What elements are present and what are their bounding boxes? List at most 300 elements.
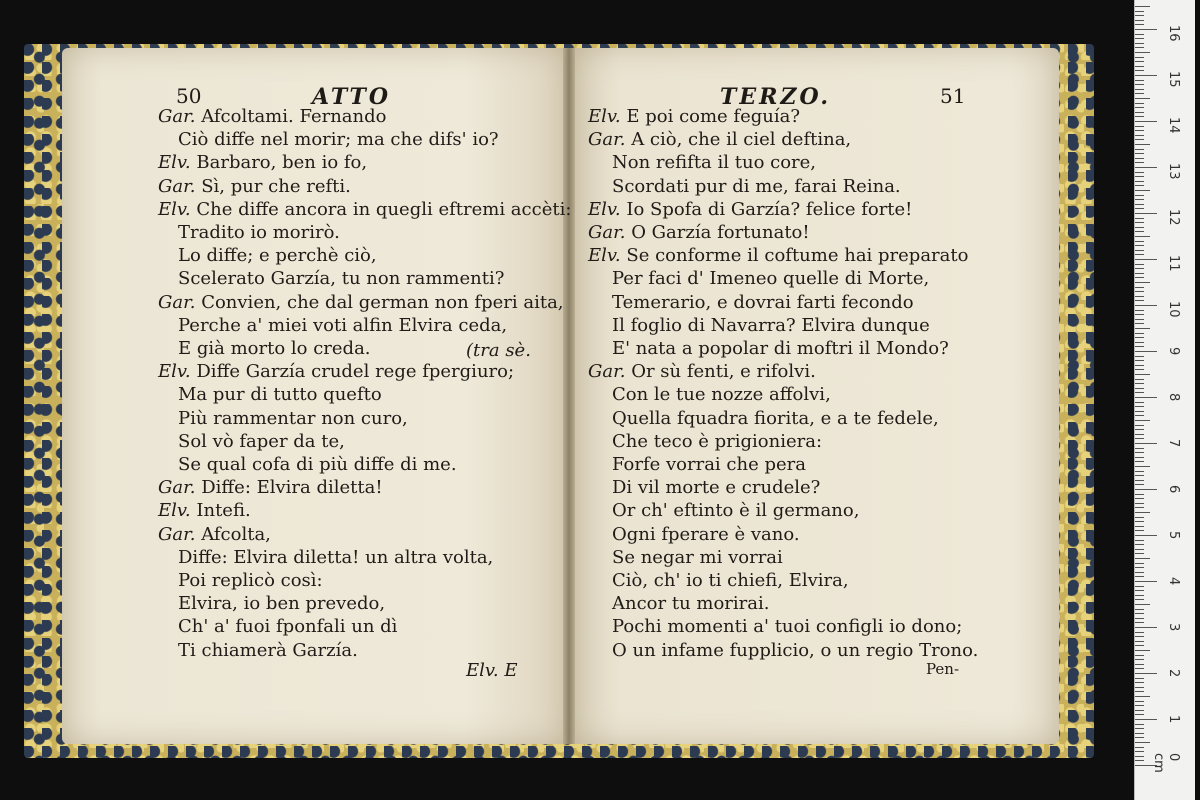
verse-text: A ciò, che il ciel deftina, [631,129,852,151]
verse-line [178,245,377,266]
ruler-number: 3 [1166,623,1181,632]
ruler-tick [1135,181,1144,182]
verse-line [588,361,816,382]
verse-line [612,524,800,545]
verse-text: E poi come feguía? [626,106,801,127]
verse-line [612,547,783,568]
ruler-tick [1135,323,1144,324]
verse-line [158,292,564,313]
verse-text: Ciò, ch' io ti chiefi, Elvira, [612,570,849,591]
ruler-tick [1135,268,1144,269]
ruler-tick [1135,480,1144,481]
ruler-number: 11 [1166,255,1181,272]
ruler-tick [1135,222,1144,223]
ruler-tick [1135,687,1144,688]
verse-line [612,268,929,289]
ruler-number: 13 [1166,163,1181,180]
ruler-tick [1135,190,1150,191]
ruler-tick [1135,466,1150,467]
ruler-tick [1135,535,1157,536]
ruler-tick [1135,43,1144,44]
ruler-tick [1135,498,1144,499]
ruler-tick [1135,250,1144,251]
ruler-tick [1135,61,1144,62]
verse-line [178,268,504,289]
ruler-tick [1135,415,1144,416]
speaker-name: Gar. [158,523,202,545]
ruler-tick [1135,682,1144,683]
ruler-tick [1135,701,1144,702]
speaker-name: Gar. [588,129,632,151]
verse-line [158,361,514,382]
ruler-tick [1135,103,1144,104]
ruler-tick [1135,139,1144,140]
verse-text: Tradito io morirò. [178,222,340,243]
ruler-tick [1135,300,1144,301]
verse-text: Forfe vorrai che pera [612,454,806,475]
ruler-tick [1135,121,1157,122]
verse-line [178,431,345,452]
verse-line [178,408,408,429]
verse-line [158,500,251,521]
ruler-tick [1135,374,1150,375]
ruler-tick [1135,540,1144,541]
ruler-tick [1135,185,1144,186]
verse-text: Quella fquadra fiorita, e a te fedele, [612,407,939,429]
ruler-tick [1135,751,1144,752]
verse-text: Ti chiamerà Garzía. [178,639,358,661]
ruler-tick [1135,273,1144,274]
ruler-tick [1135,66,1144,67]
ruler-tick [1135,277,1144,278]
ruler-tick [1135,655,1144,656]
ruler-tick [1135,144,1150,145]
verse-text: Diffe: Elvira diletta! [201,477,383,499]
ruler-tick [1135,227,1144,228]
ruler-tick [1135,287,1144,288]
book-gutter [563,48,575,744]
ruler-tick [1135,632,1144,633]
verse-text: Afcolta, [201,523,271,545]
ruler-tick [1135,89,1144,90]
verse-line [178,547,493,568]
ruler-tick [1135,346,1144,347]
verse-text: Barbaro, ben io fo, [196,152,368,174]
ruler-tick [1135,254,1144,255]
ruler-tick [1135,586,1144,587]
verse-text: Sol vò faper da te, [178,430,345,452]
ruler-tick [1135,448,1144,449]
ruler-tick [1135,158,1144,159]
ruler-tick [1135,245,1144,246]
ruler-tick [1135,544,1144,545]
stage-direction: (tra sè. [466,340,531,361]
verse-line [178,338,371,359]
ruler-tick [1135,411,1144,412]
ruler-tick [1135,429,1144,430]
verse-text: Ancor tu morirai. [612,593,770,615]
ruler-tick [1135,305,1157,306]
ruler-tick [1135,572,1144,573]
ruler-tick [1135,728,1144,729]
ruler-tick [1135,70,1144,71]
verse-line [588,106,800,127]
measurement-ruler [1134,0,1195,800]
ruler-tick [1135,282,1150,283]
ruler-tick [1135,310,1144,311]
ruler-tick [1135,760,1144,761]
ruler-tick [1135,590,1144,591]
speaker-name: Elv. [588,106,627,127]
verse-line [588,129,851,150]
ruler-tick [1135,314,1144,315]
verse-text: Afcoltami. Fernando [201,106,387,127]
ruler-tick [1135,645,1144,646]
verse-line [178,616,397,637]
ruler-tick [1135,484,1144,485]
verse-text: Lo diffe; e perchè ciò, [178,245,377,267]
ruler-tick [1135,383,1144,384]
ruler-tick [1135,93,1144,94]
ruler-tick [1135,475,1144,476]
verse-text: Se qual cofa di più diffe di me. [178,454,457,475]
ruler-tick [1135,710,1144,711]
verse-text: Or ch' eftinto è il germano, [612,500,860,522]
speaker-name: Elv. [158,361,197,383]
verse-text: Perche a' miei voti alfin Elvira ceda, [178,314,508,336]
ruler-tick [1135,641,1144,642]
verse-text: Scelerato Garzía, tu non rammenti? [178,268,505,290]
ruler-tick [1135,724,1144,725]
verse-line [178,384,382,405]
ruler-tick [1135,659,1144,660]
ruler-tick [1135,567,1144,568]
ruler-tick [1135,291,1144,292]
verse-text: Io Spofa di Garzía? felice forte! [626,198,913,220]
verse-text: Poi replicò così: [178,570,323,591]
verse-line [612,315,930,336]
ruler-number: 6 [1166,485,1181,494]
verse-text: Temerario, e dovrai farti fecondo [612,291,914,313]
ruler-tick [1135,392,1144,393]
ruler-tick [1135,20,1144,21]
verse-line [178,315,507,336]
speaker-name: Elv. [588,198,627,220]
ruler-tick [1135,204,1144,205]
verse-line [178,222,340,243]
ruler-tick [1135,609,1144,610]
verse-text: E già morto lo creda. [178,338,371,359]
ruler-number: 15 [1166,71,1181,88]
ruler-tick [1135,553,1144,554]
verse-text: O un infame fupplicio, o un regio Trono. [612,639,979,661]
ruler-tick [1135,576,1144,577]
left-running-head: ATTO [312,84,391,110]
ruler-tick [1135,503,1144,504]
ruler-tick [1135,112,1144,113]
verse-line [612,408,939,429]
ruler-tick [1135,696,1150,697]
ruler-tick [1135,135,1144,136]
ruler-tick [1135,360,1144,361]
ruler-tick [1135,507,1144,508]
ruler-tick [1135,452,1144,453]
ruler-tick [1135,199,1144,200]
ruler-tick [1135,365,1144,366]
ruler-tick [1135,521,1144,522]
verse-text: Intefi. [196,500,251,522]
ruler-tick [1135,530,1144,531]
speaker-name: Gar. [588,361,632,383]
ruler-tick [1135,595,1144,596]
ruler-tick [1135,259,1157,260]
ruler-number: 1 [1166,715,1181,724]
verse-line [588,199,912,220]
ruler-tick [1135,494,1144,495]
ruler-tick [1135,379,1144,380]
ruler-number: 12 [1166,209,1181,226]
speaker-name: Gar. [588,222,632,243]
ruler-tick [1135,319,1144,320]
ruler-number: 8 [1166,393,1181,402]
verse-line [612,338,949,359]
ruler-number: 16 [1166,25,1181,42]
ruler-tick [1135,461,1144,462]
verse-text: Di vil morte e crudele? [612,477,821,499]
ruler-tick [1135,747,1144,748]
ruler-tick [1135,434,1144,435]
verse-text: Non refifta il tuo core, [612,152,817,174]
ruler-tick [1135,742,1150,743]
speaker-name: Elv. [158,152,197,174]
ruler-tick [1135,678,1144,679]
verse-line [158,176,351,197]
verse-text: Diffe Garzía crudel rege fpergiuro; [196,361,515,383]
ruler-number: 9 [1166,347,1181,356]
ruler-tick [1135,218,1144,219]
ruler-tick [1135,581,1157,582]
ruler-number: 7 [1166,439,1181,448]
ruler-tick [1135,47,1144,48]
verse-text: Ciò diffe nel morir; ma che difs' io? [178,129,499,151]
ruler-tick [1135,438,1144,439]
right-page-number: 51 [940,84,966,108]
ruler-tick [1135,563,1144,564]
verse-text: Che diffe ancora in quegli eftremi accèti: [196,198,572,220]
ruler-tick [1135,613,1144,614]
ruler-tick [1135,176,1144,177]
verse-text: Pochi momenti a' tuoi configli io dono; [612,616,963,638]
verse-text: Convien, che dal german non fperi aita, [201,291,564,313]
ruler-tick [1135,673,1157,674]
ruler-tick [1135,29,1157,30]
ruler-tick [1135,98,1150,99]
ruler-tick [1135,337,1144,338]
ruler-tick [1135,84,1144,85]
ruler-tick [1135,714,1144,715]
verse-line [178,129,499,150]
ruler-tick [1135,167,1157,168]
ruler-tick [1135,6,1150,7]
ruler-tick [1135,402,1144,403]
right-running-head: TERZO. [720,84,832,110]
speaker-name: Gar. [158,106,202,127]
ruler-tick [1135,162,1144,163]
verse-line [612,292,914,313]
verse-line [612,593,769,614]
left-catchword: Elv. E [466,660,518,681]
verse-text: Scordati pur di me, farai Reina. [612,175,901,197]
ruler-tick [1135,52,1150,53]
verse-line [588,245,968,266]
ruler-tick [1135,38,1144,39]
ruler-tick [1135,15,1144,16]
ruler-tick [1135,172,1144,173]
ruler-tick [1135,622,1144,623]
ruler-tick [1135,153,1144,154]
ruler-tick [1135,668,1144,669]
verse-line [612,176,901,197]
ruler-tick [1135,107,1144,108]
verse-text: Per faci d' Imeneo quelle di Morte, [612,268,930,290]
ruler-tick [1135,116,1144,117]
ruler-tick [1135,11,1144,12]
left-page-number: 50 [176,84,202,108]
verse-text: Il foglio di Navarra? Elvira dunque [612,314,930,336]
speaker-name: Elv. [588,245,627,267]
speaker-name: Elv. [158,198,197,220]
speaker-name: Gar. [158,477,202,499]
ruler-tick [1135,489,1157,490]
ruler-tick [1135,627,1157,628]
ruler-tick [1135,691,1144,692]
verse-text: Ma pur di tutto quefto [178,384,382,406]
ruler-tick [1135,733,1144,734]
ruler-tick [1135,75,1157,76]
right-catchword: Pen- [926,660,960,678]
ruler-tick [1135,149,1144,150]
verse-line [612,616,962,637]
ruler-tick [1135,236,1150,237]
verse-line [612,152,816,173]
ruler-tick [1135,618,1144,619]
ruler-tick [1135,526,1144,527]
ruler-tick [1135,208,1144,209]
ruler-tick [1135,130,1144,131]
verse-line [178,640,358,661]
ruler-tick [1135,126,1144,127]
verse-line [158,106,386,127]
ruler-tick [1135,512,1150,513]
ruler-tick [1135,558,1150,559]
ruler-unit-label: 0 cm [1151,753,1181,773]
verse-text: Con le tue nozze affolvi, [612,384,831,406]
ruler-tick [1135,195,1144,196]
ruler-tick [1135,333,1144,334]
ruler-tick [1135,231,1144,232]
verse-text: Sì, pur che refti. [201,175,351,197]
verse-line [158,477,383,498]
verse-line [588,222,810,243]
ruler-tick [1135,328,1150,329]
verse-line [158,199,571,220]
ruler-tick [1135,388,1144,389]
ruler-tick [1135,406,1144,407]
verse-text: Diffe: Elvira diletta! un altra volta, [178,546,494,568]
ruler-tick [1135,549,1144,550]
verse-line [178,570,323,591]
verse-text: Se negar mi vorrai [612,546,783,568]
ruler-tick [1135,351,1157,352]
speaker-name: Elv. [158,500,197,522]
verse-text: O Garzía fortunato! [631,222,810,243]
ruler-number: 2 [1166,669,1181,678]
ruler-tick [1135,719,1157,720]
ruler-tick [1135,425,1144,426]
ruler-tick [1135,57,1144,58]
verse-text: Or sù fenti, e rifolvi. [631,361,816,383]
verse-text: E' nata a popolar di moftri il Mondo? [612,338,949,359]
ruler-number: 10 [1166,301,1181,318]
ruler-tick [1135,517,1144,518]
ruler-tick [1135,296,1144,297]
speaker-name: Gar. [158,175,202,197]
verse-line [612,640,978,661]
speaker-name: Gar. [158,291,202,313]
verse-text: Ogni fperare è vano. [612,523,800,545]
ruler-number: 4 [1166,577,1181,586]
ruler-tick [1135,356,1144,357]
ruler-tick [1135,34,1144,35]
ruler-tick [1135,664,1144,665]
verse-text: Che teco è prigioniera: [612,430,823,452]
verse-text: Ch' a' fuoi fponfali un dì [178,616,398,638]
ruler-tick [1135,241,1144,242]
ruler-tick [1135,264,1144,265]
ruler-tick [1135,420,1150,421]
verse-text: Più rammentar non curo, [178,407,408,429]
verse-line [612,477,820,498]
ruler-tick [1135,705,1144,706]
ruler-tick [1135,369,1144,370]
verse-line [178,454,457,475]
ruler-tick [1135,397,1157,398]
verse-line [612,454,806,475]
ruler-tick [1135,443,1157,444]
verse-line [158,152,367,173]
verse-line [178,593,385,614]
ruler-tick [1135,604,1150,605]
ruler-tick [1135,650,1150,651]
ruler-tick [1135,342,1144,343]
verse-line [612,500,859,521]
verse-line [612,570,849,591]
ruler-number: 5 [1166,531,1181,540]
ruler-tick [1135,599,1144,600]
ruler-tick [1135,471,1144,472]
verse-line [612,431,822,452]
ruler-tick [1135,457,1144,458]
ruler-tick [1135,213,1157,214]
ruler-tick [1135,756,1144,757]
verse-line [158,524,271,545]
verse-line [612,384,831,405]
ruler-tick [1135,24,1144,25]
ruler-tick [1135,80,1144,81]
verse-text: Se conforme il coftume hai preparato [626,245,969,267]
ruler-number: 14 [1166,117,1181,134]
ruler-tick [1135,737,1144,738]
